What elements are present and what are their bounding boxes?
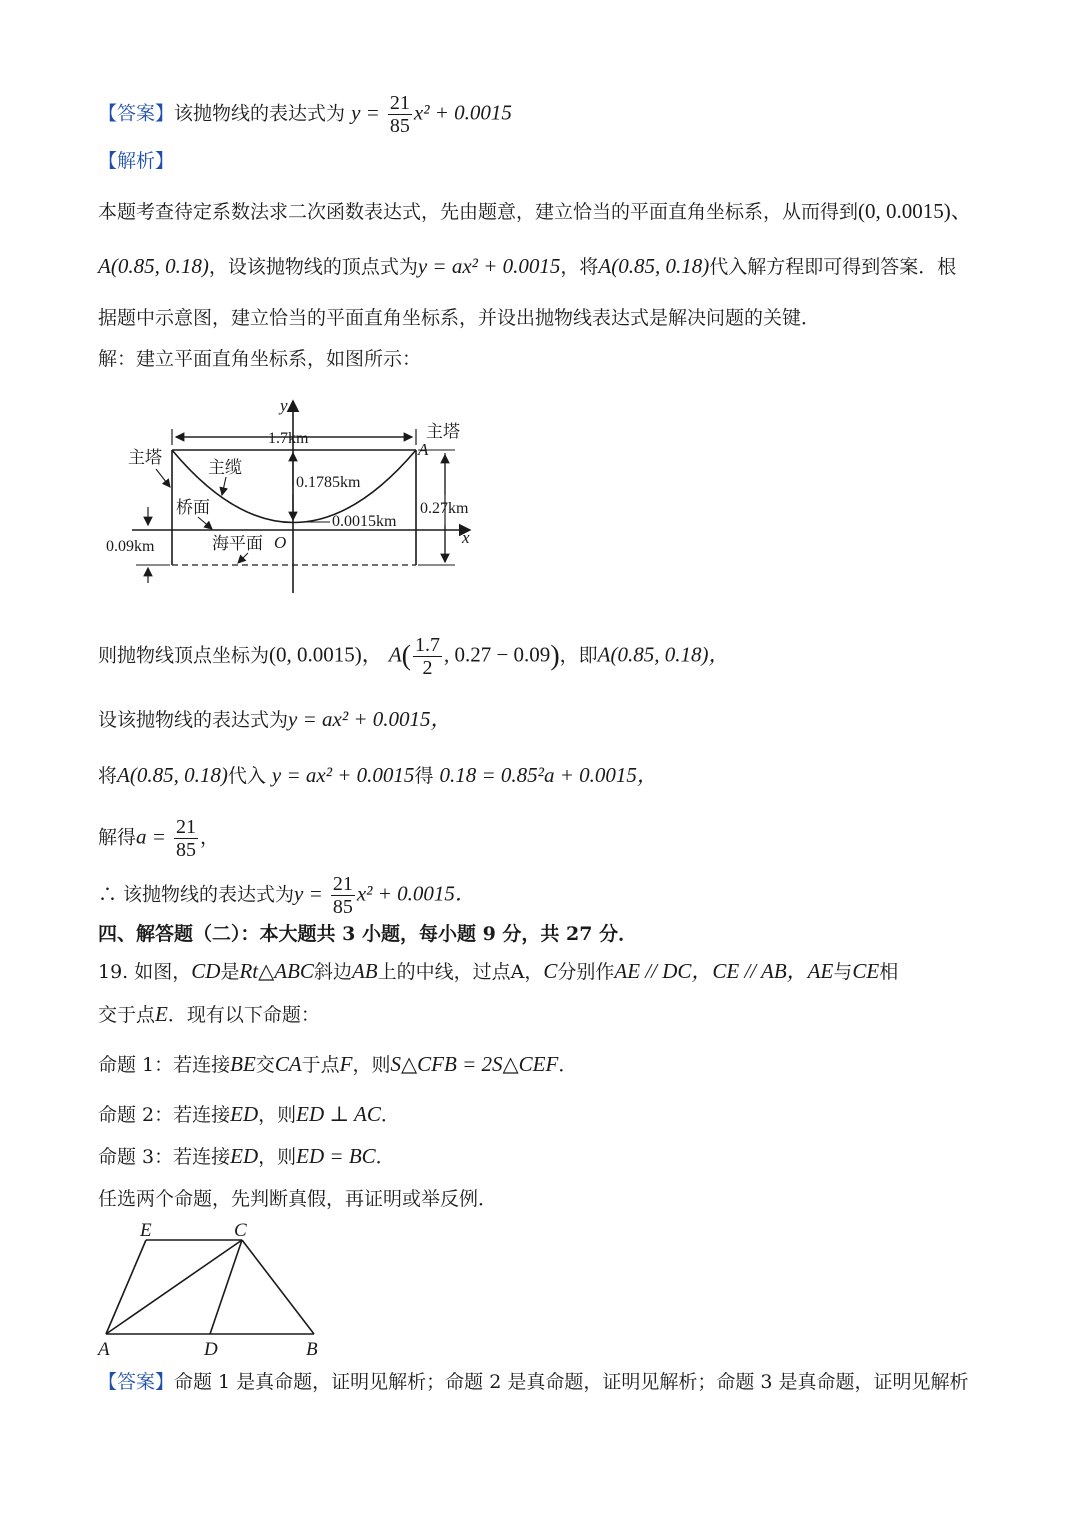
deck-label: 桥面: [176, 498, 210, 517]
answer-lhs: y =: [351, 100, 380, 125]
label-E: E: [140, 1220, 152, 1241]
analysis-line-2: A(0.85, 0.18)，设该抛物线的顶点式为y = ax² + 0.0015，将A(0.85, 0.18)代入解方程即可得到答案．根: [98, 254, 957, 278]
answer-2-text: 命题 1 是真命题，证明见解析；命题 2 是真命题，证明见解析；命题 3 是真命题，证明见解析: [174, 1371, 969, 1393]
task-line: 任选两个命题，先判断真假，再证明或举反例．: [98, 1188, 498, 1210]
cable-pointer: [222, 477, 226, 495]
analysis-line-3: 据题中示意图，建立恰当的平面直角坐标系，并设出抛物线表达式是解决问题的关键．: [98, 307, 821, 329]
sea-label: 海平面: [212, 534, 263, 553]
origin-label: O: [274, 533, 287, 552]
section-title: 四、解答题（二）：本大题共 3 小题，每小题 9 分，共 27 分．: [98, 923, 638, 945]
answer-2-tag: 【答案】: [98, 1371, 175, 1393]
label-A: A: [98, 1339, 110, 1360]
label-B: B: [306, 1339, 318, 1360]
segment-DC: [210, 1240, 242, 1334]
geometry-figure: [96, 1218, 336, 1362]
answer-rest: x² + 0.0015: [413, 100, 512, 125]
analysis-line-4: 解：建立平面直角坐标系，如图所示：: [98, 348, 422, 370]
solve-line: 解得a = $\frac{21}{85}$ ，: [98, 816, 219, 861]
label-D: D: [204, 1339, 218, 1360]
vertex-line: 则抛物线顶点坐标为(0, 0.0015)， A( $\frac{1.7}{2}$ , 0.27 − 0.09)，即A(0.85, 0.18)，: [98, 634, 730, 679]
point-a-label: A: [418, 440, 429, 459]
label-C: C: [234, 1220, 247, 1241]
answer-2-line: [98, 1369, 969, 1395]
bridge-figure: [100, 395, 490, 600]
answer-tag: 【答案】: [98, 102, 175, 125]
tower-left-label: 主塔: [128, 448, 162, 467]
segment-BC: [242, 1240, 314, 1334]
tower-left-pointer: [156, 469, 170, 487]
set-expression-line: 设该抛物线的表达式为y = ax² + 0.0015，: [98, 707, 452, 731]
cable-label: 主缆: [208, 458, 242, 477]
low-height-label: 0.0015km: [332, 513, 397, 530]
q19-line-2: 交于点E．现有以下命题：: [98, 1002, 320, 1026]
deck-height-label: 0.09km: [106, 538, 155, 555]
proposition-3: 命题 3：若连接ED，则ED = BC．: [98, 1144, 395, 1168]
analysis-tag: 【解析】: [98, 150, 175, 172]
answer-line: [98, 92, 512, 137]
sea-pointer: [238, 553, 248, 563]
analysis-line-1: 本题考查待定系数法求二次函数表达式，先由题意，建立恰当的平面直角坐标系，从而得到(0, 0.0015)、: [98, 199, 972, 223]
vertex-height-label: 0.1785km: [296, 474, 361, 491]
proposition-2: 命题 2：若连接ED，则ED ⊥ AC．: [98, 1102, 400, 1126]
y-axis-label: y: [280, 396, 288, 415]
answer-text: 该抛物线的表达式为: [174, 102, 346, 125]
conclusion-line: ∴ 该抛物线的表达式为y = $\frac{21}{85}$ x² + 0.0015．: [98, 873, 476, 918]
deck-pointer: [198, 517, 212, 529]
answer-fraction: $\frac{21}{85}$: [389, 92, 410, 137]
proposition-1: 命题 1：若连接BE交CA于点F，则S△CFB = 2S△CEF．: [98, 1052, 578, 1076]
tower-right-label: 主塔: [426, 422, 460, 441]
substitute-line: 将A(0.85, 0.18)代入 y = ax² + 0.0015得 0.18 = 0.85²a + 0.0015，: [98, 763, 658, 787]
x-axis-label: x: [462, 528, 470, 547]
span-label: 1.7km: [268, 430, 309, 447]
tower-height-label: 0.27km: [420, 500, 469, 517]
q19-line-1: 19. 如图，CD是Rt△ABC斜边AB上的中线，过点A，C分别作AE // DC，CE // AB，AE与CE相: [98, 959, 899, 983]
